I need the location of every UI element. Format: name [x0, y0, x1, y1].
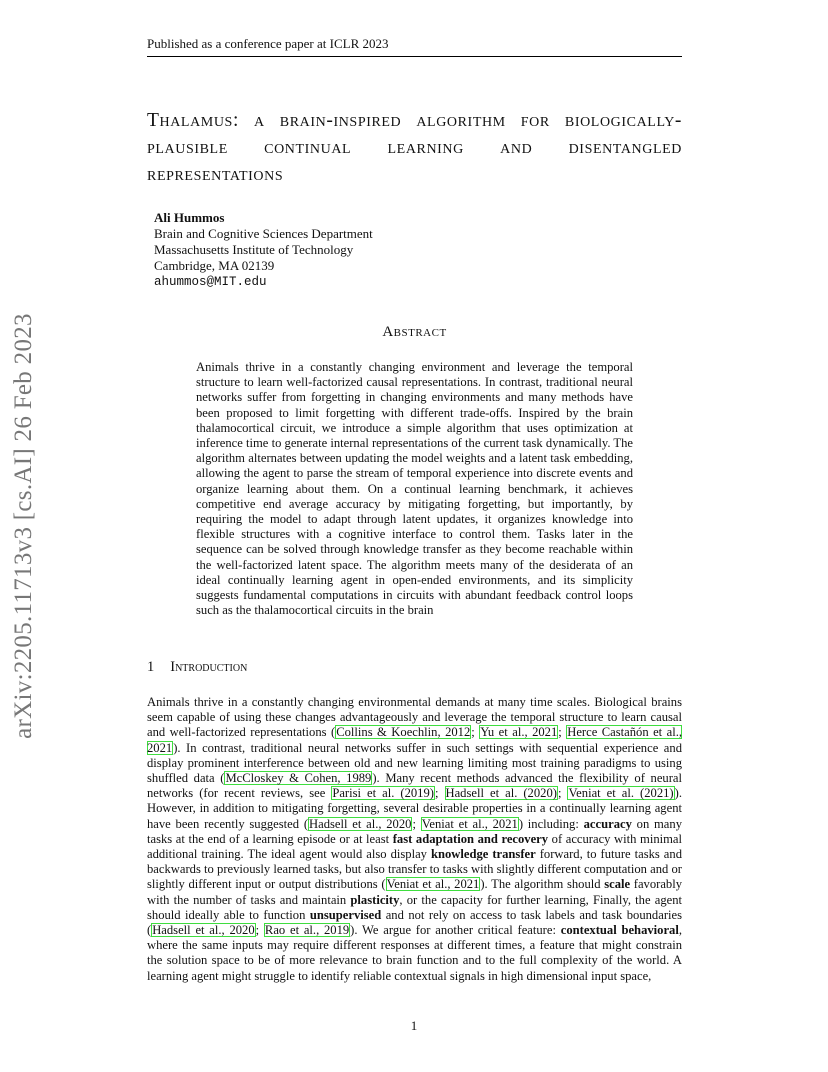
author-name: Ali Hummos — [154, 210, 225, 225]
author-institution: Massachusetts Institute of Technology — [154, 242, 354, 257]
emphasis-term: accuracy — [583, 816, 632, 831]
citation-link[interactable]: Veniat et al., 2021 — [421, 816, 518, 831]
section-number: 1 — [147, 659, 155, 675]
author-department: Brain and Cognitive Sciences Department — [154, 226, 373, 241]
arxiv-stamp — [2, 296, 46, 756]
intro-text: ). We argue for another critical feature: — [350, 923, 561, 938]
citation-link[interactable]: Hadsell et al. (2020) — [445, 786, 557, 801]
intro-text: , or the capacity for further learning, Finally, the agent should ideally able to function — [147, 892, 683, 922]
abstract-heading: Abstract — [382, 324, 447, 340]
citation-link[interactable]: Hadsell et al., 2020 — [309, 816, 412, 831]
intro-text: ). In contrast, traditional neural networks suffer in such settings with sequential experience and display prominent interference between old and new learning limiting most training paradigms to using shuffled data ( — [147, 740, 682, 786]
abstract-text: Animals thrive in a constantly changing environment and leverage the temporal structure to learn well-factorized causal representations. In contrast, traditional neural networks suffer from forgetting in changing environments and many methods have been proposed to limit forgetting with different trade-offs. Inspired by the brain thalamocortical circuit, we introduce a simple algorithm that uses optimization at inference time to generate internal representations of the current task dynamically. The algorithm alternates between updating the model weights and a latent task embedding, allowing the agent to parse the stream of temporal experience into discrete events and organize learning about them. On a continual learning benchmark, it achieves competitive end average accuracy by mitigating forgetting, but importantly, by requiring the model to adapt through latent updates, it organizes knowledge into flexible structures with a cognitive interface to control them. Tasks later in the sequence can be solved through knowledge transfer as they become reachable within the well-factorized latent space. The algorithm meets many of the desiderata of an ideal continually learning agent in open-ended environments, and its simplicity suggests fundamental computations in circuits with abundant feedback control loops such as the thalamocortical circuits in the brain — [196, 360, 633, 618]
arxiv-identifier: arXiv:2205.11713v3 [cs.AI] 26 Feb 2023 — [10, 313, 38, 739]
citation-link[interactable]: Veniat et al. (2021) — [568, 786, 674, 801]
intro-text: and not rely on access to task labels and task boundaries ( — [147, 907, 682, 938]
citation-link[interactable]: Hadsell et al., 2020 — [152, 923, 255, 938]
citation-link[interactable]: Veniat et al., 2021 — [386, 877, 480, 892]
running-header: Published as a conference paper at ICLR 2023 — [147, 36, 682, 57]
intro-text: ). However, in addition to mitigating forgetting, several desirable properties in a continually learning agent have been recently suggested ( — [147, 786, 682, 831]
emphasis-term: fast adaptation and recovery — [392, 831, 549, 846]
emphasis-term: scale — [604, 877, 631, 892]
intro-text: forward, to future tasks and backwards to previously learned tasks, but also transfer to tasks with slightly different computation and or slightly different input or output distributions ( — [147, 847, 682, 892]
citation-link[interactable]: Collins & Koechlin, 2012 — [336, 725, 471, 740]
intro-text: ). The algorithm should — [480, 877, 605, 892]
section-title: Introduction — [170, 659, 248, 675]
intro-text: favorably with the number of tasks and maintain — [147, 877, 683, 907]
author-email[interactable]: ahummos@MIT.edu — [154, 275, 267, 289]
emphasis-term: unsupervised — [309, 907, 382, 922]
section-heading — [147, 659, 247, 676]
citation-link[interactable]: Herce Castañón et al., 2021 — [147, 725, 683, 755]
citation-link[interactable]: Parisi et al. (2019) — [332, 786, 434, 801]
intro-text: ) including: — [518, 816, 584, 831]
emphasis-term: contextual behavioral — [560, 923, 679, 938]
citation-link[interactable]: Yu et al., 2021 — [480, 725, 558, 740]
intro-paragraph: Animals thrive in a constantly changing environmental demands at many time scales. Biological brains seem capable of using these changes advantageously and leverage the temporal structure to learn causal and well-factorized representations (Collins & Koechlin, 2012; Yu et al., 2021; Herce Castañón et al., 2021). In contrast, traditional neural networks suffer in such settings with sequential experience and display prominent interference between old and new learning limiting most training paradigms to using shuffled data (McCloskey & Cohen, 1989). Many recent methods advanced the flexibility of neural networks (for recent reviews, see Parisi et al. (2019); Hadsell et al. (2020); Veniat et al. (2021)). However, in addition to mitigating forgetting, several desirable properties in a continually learning agent have been recently suggested (Hadsell et al., 2020; Veniat et al., 2021) including: accuracy on many tasks at the end of a learning episode or at least fast adaptation and recovery of accuracy with minimal additional training. The ideal agent would also display knowledge transfer forward, to future tasks and backwards to previously learned tasks, but also transfer to tasks with slightly different computation and or slightly different input or output distributions (Veniat et al., 2021). The algorithm should scale favorably with the number of tasks and maintain plasticity, or the capacity for further learning, Finally, the agent should ideally able to function unsupervised and not rely on access to task labels and task boundaries (Hadsell et al., 2020; Rao et al., 2019). We argue for another critical feature: contextual behavioral, where the same inputs may require different responses at different times, a feature that might constrain the solution space to be of more relevance to brain function and to the full complexity of the world. A learning agent might struggle to identify reliable contextual signals in high dimensional input space, — [147, 695, 683, 983]
page-number: 1 — [410, 1018, 418, 1033]
author-block — [154, 210, 373, 290]
intro-text: of accuracy with minimal additional training. The ideal agent would also display — [147, 831, 682, 862]
intro-text: Animals thrive in a constantly changing environmental demands at many time scales. Biological brains seem capable of using these changes advantageously and leverage the temporal structure to learn causal and well-factorized representations ( — [147, 695, 682, 740]
paper-title: Thalamus: a brain-inspired algorithm for biologically-plausible continual learning and disentangled representations — [147, 110, 682, 185]
intro-text: on many tasks at the end of a learning episode or at least — [147, 816, 682, 846]
emphasis-term: knowledge transfer — [430, 847, 536, 862]
intro-text: , where the same inputs may require different responses at different times, a feature that might constrain the solution space to be of more relevance to brain function and to the full complexity of the world. A learning agent might struggle to identify reliable contextual signals in high dimensional input space, — [147, 923, 682, 983]
citation-link[interactable]: Rao et al., 2019 — [264, 923, 350, 938]
author-city: Cambridge, MA 02139 — [154, 258, 275, 273]
intro-text: ). Many recent methods advanced the flexibility of neural networks (for recent reviews, see — [147, 771, 682, 801]
emphasis-term: plasticity — [350, 892, 400, 907]
citation-link[interactable]: McCloskey & Cohen, 1989 — [225, 771, 372, 786]
